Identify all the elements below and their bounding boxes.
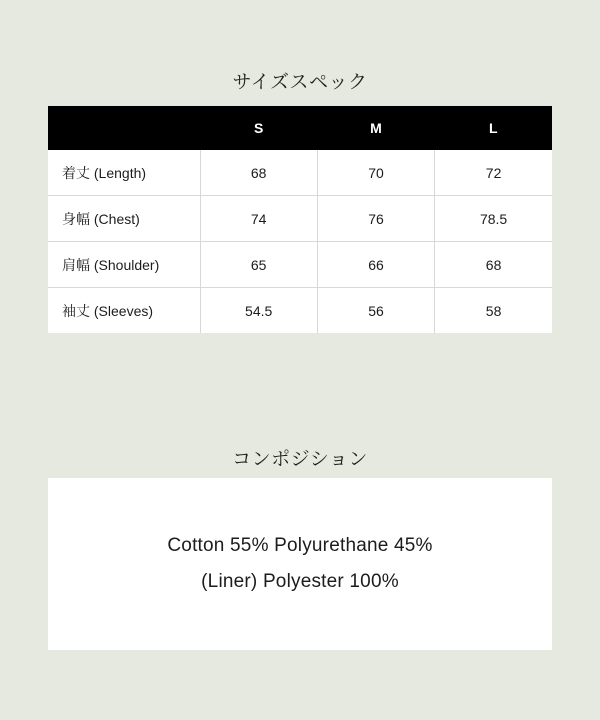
cell-length-s: 68	[200, 150, 317, 196]
composition-line-1: Cotton 55% Polyurethane 45%	[167, 535, 433, 556]
column-header-l: L	[435, 106, 552, 150]
size-spec-title: サイズスペック	[232, 72, 368, 93]
composition-line-2: (Liner) Polyester 100%	[201, 571, 399, 592]
table-header	[48, 106, 552, 150]
table-row	[48, 196, 552, 242]
cell-sleeves-s: 54.5	[200, 288, 317, 334]
cell-length-l: 72	[435, 150, 552, 196]
table-row	[48, 242, 552, 288]
cell-shoulder-s: 65	[200, 242, 317, 288]
cell-chest-m: 76	[317, 196, 434, 242]
column-header-blank	[48, 106, 200, 150]
size-spec-table-wrapper	[48, 106, 552, 333]
cell-length-m: 70	[317, 150, 434, 196]
cell-sleeves-m: 56	[317, 288, 434, 334]
cell-shoulder-m: 66	[317, 242, 434, 288]
row-label-length: 着丈 (Length)	[48, 150, 200, 196]
cell-chest-s: 74	[200, 196, 317, 242]
table-row	[48, 288, 552, 334]
row-label-chest: 身幅 (Chest)	[48, 196, 200, 242]
column-header-m: M	[317, 106, 434, 150]
table-row	[48, 150, 552, 196]
cell-sleeves-l: 58	[435, 288, 552, 334]
composition-box	[48, 478, 552, 650]
cell-shoulder-l: 68	[435, 242, 552, 288]
row-label-shoulder: 肩幅 (Shoulder)	[48, 242, 200, 288]
column-header-s: S	[200, 106, 317, 150]
table-body	[48, 150, 552, 333]
cell-chest-l: 78.5	[435, 196, 552, 242]
size-spec-table	[48, 106, 552, 333]
table-header-row	[48, 106, 552, 150]
row-label-sleeves: 袖丈 (Sleeves)	[48, 288, 200, 334]
composition-title: コンポジション	[232, 449, 368, 470]
